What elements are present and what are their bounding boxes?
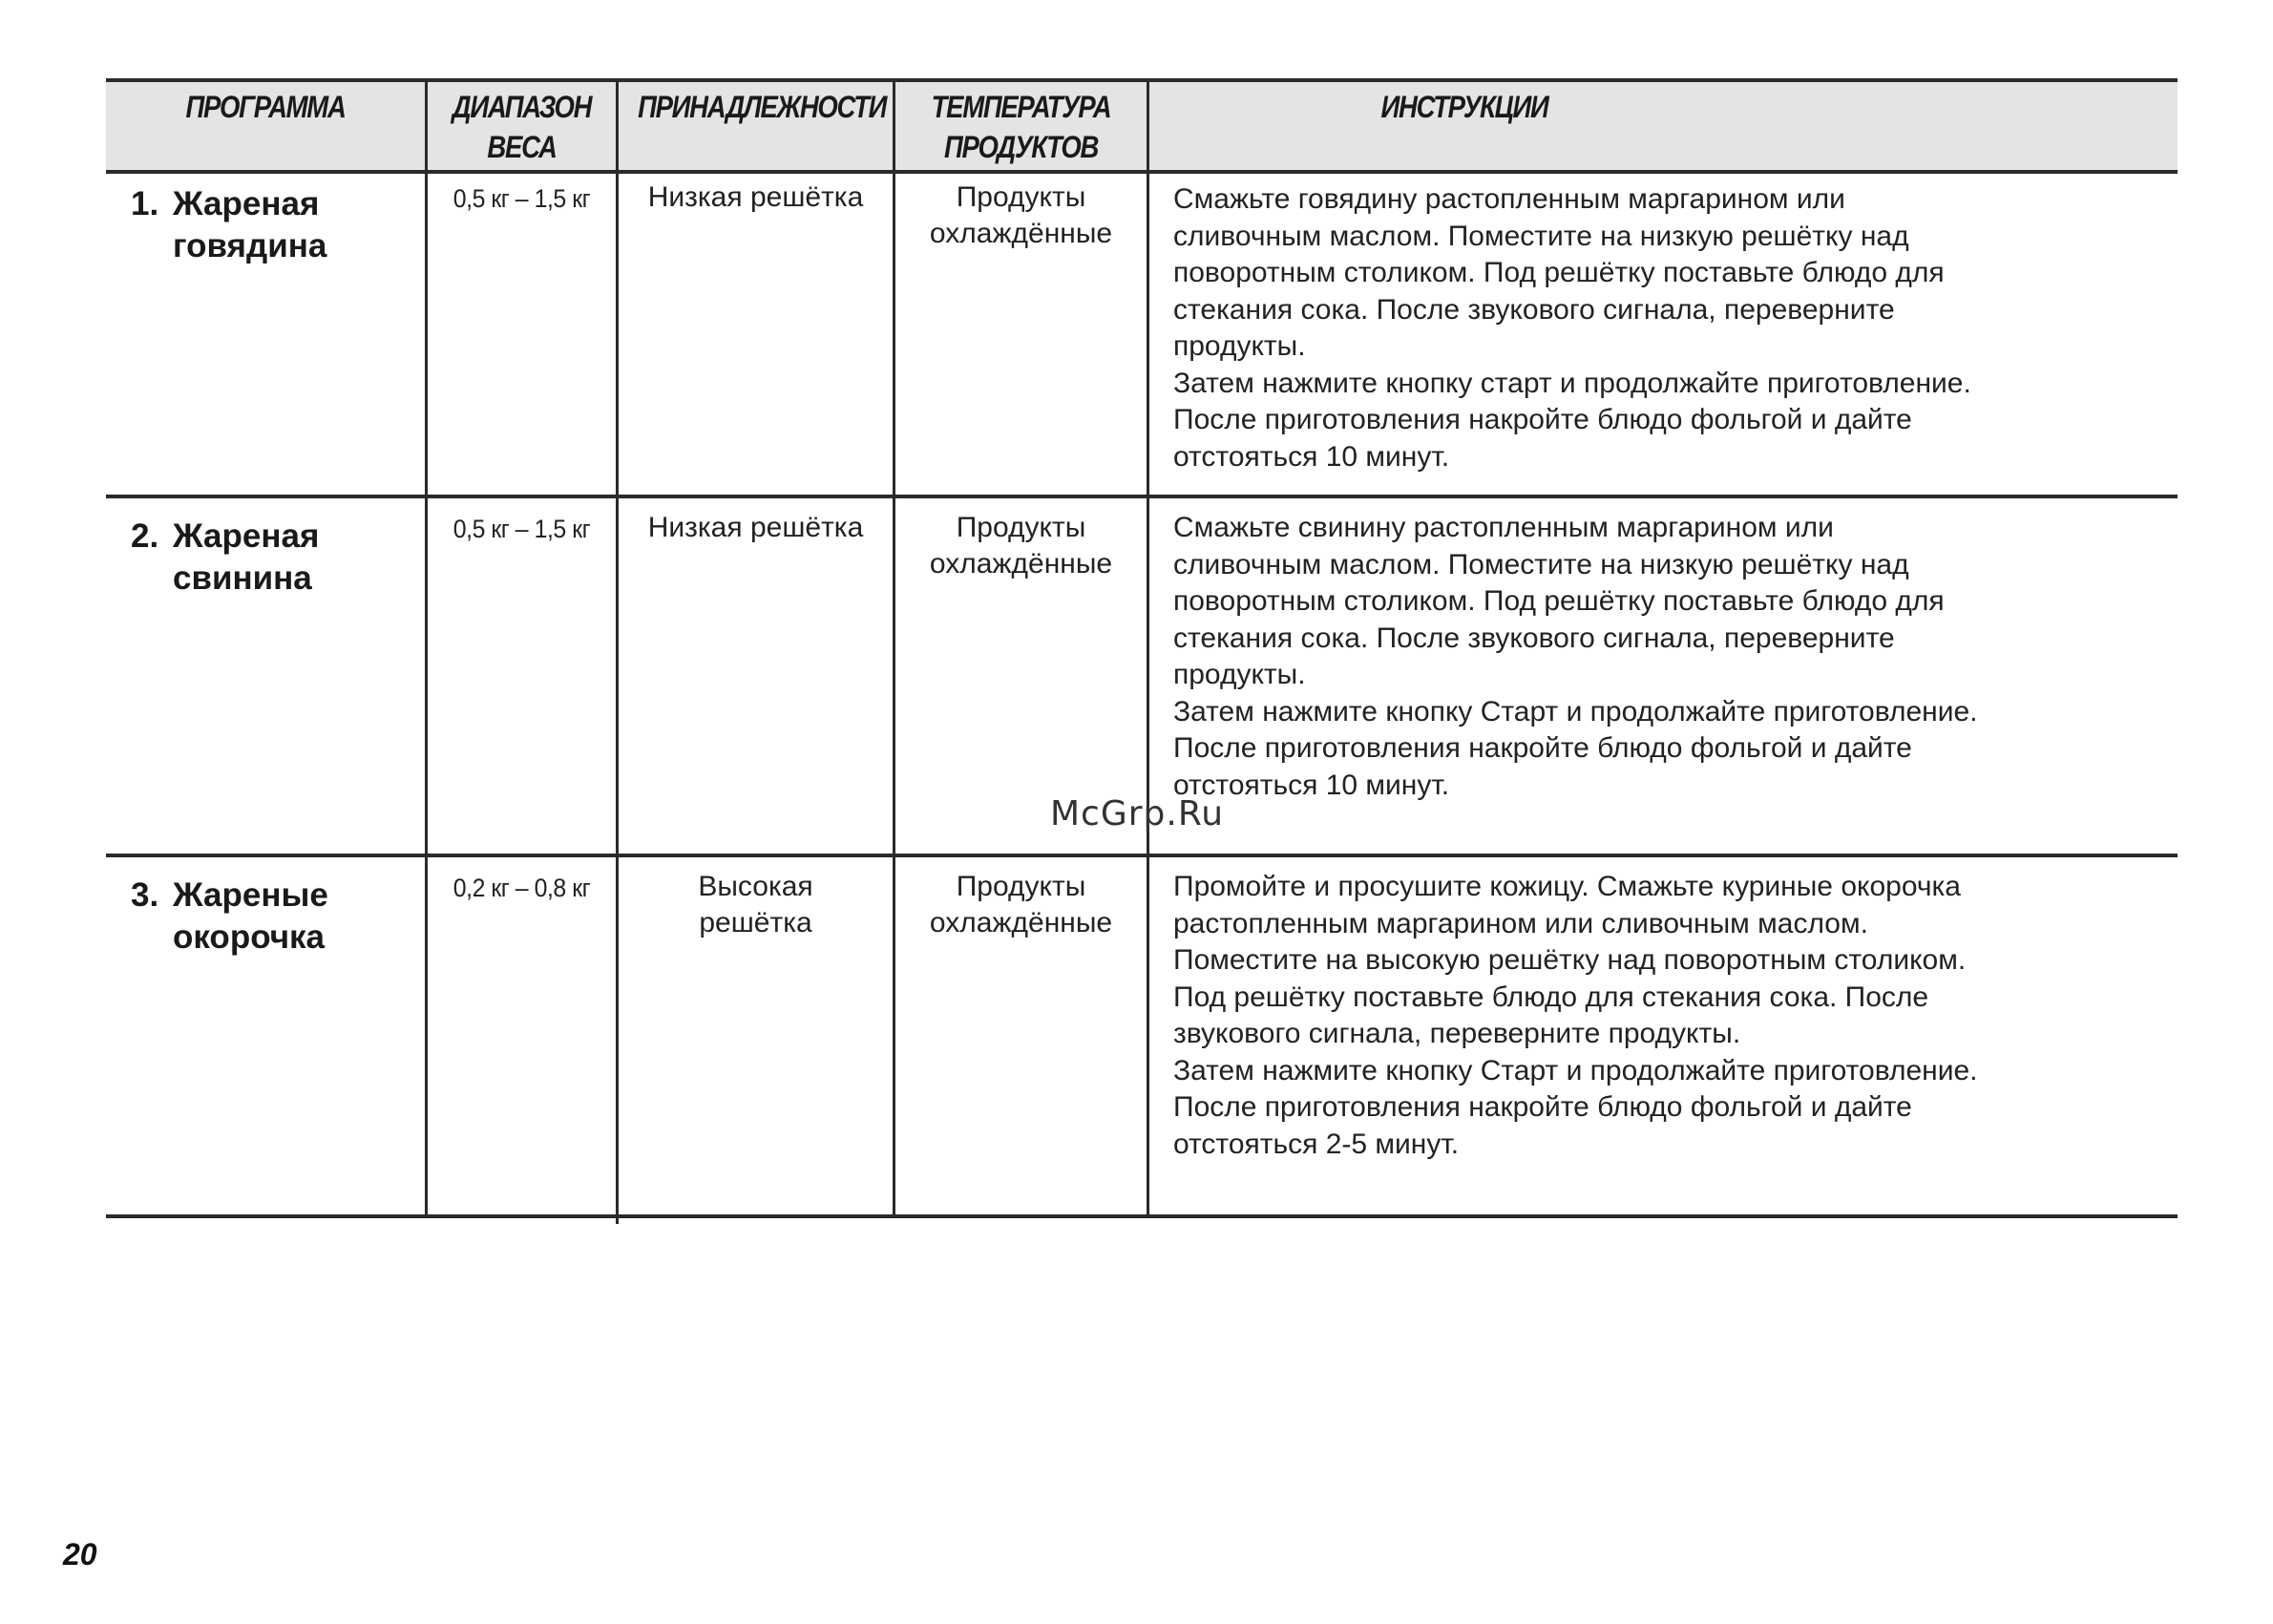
row-1-instr-line: отстояться 10 минут. <box>1173 440 1450 473</box>
header-program <box>128 82 402 172</box>
header-weight-line2: ВЕСА <box>487 130 557 164</box>
header-program-label: ПРОГРАММА <box>185 90 346 124</box>
row-3-instr-line: звукового сигнала, переверните продукты. <box>1173 1018 1741 1049</box>
row-2-instr-line: отстояться 10 минут. <box>1173 769 1450 801</box>
row-3-name-line1: Жареные <box>173 876 328 914</box>
row-1-instr-line: стекания сока. После звукового сигнала, переверните <box>1173 293 1895 326</box>
row-1-instr-line: После приготовления накройте блюдо фольгой и дайте <box>1173 404 1912 435</box>
header-temperature-line1: ТЕМПЕРАТУРА <box>931 90 1111 124</box>
header-weight-line1: ДИАПАЗОН <box>452 90 592 124</box>
row-3-accessory <box>619 869 893 941</box>
row-1-accessory <box>619 179 893 216</box>
cooking-programs-table <box>106 78 2178 1220</box>
row-2-name-line1: Жареная <box>173 517 320 555</box>
row-3-instructions <box>1173 869 2166 1163</box>
row-2-instructions <box>1173 510 2166 804</box>
header-temperature <box>913 82 1128 172</box>
header-accessories <box>638 82 887 172</box>
row-3-temperature-line2: охлаждённые <box>929 907 1113 939</box>
row-2-instr-line: сливочным маслом. Поместите на низкую решётку над <box>1173 548 1909 580</box>
row-2-instr-line: продукты. <box>1173 659 1306 690</box>
row-1-temperature-line1: Продукты <box>956 181 1086 213</box>
column-divider-1 <box>425 78 428 1218</box>
header-bottom-rule <box>106 170 2178 174</box>
row-2-accessory <box>619 510 893 546</box>
row-3-accessory-line2: решётка <box>699 907 812 939</box>
row-2-accessory-line1: Низкая решётка <box>647 512 864 543</box>
row-3-instr-line: растопленным маргарином или сливочным маслом. <box>1173 907 1868 939</box>
row-2-temperature <box>895 510 1147 582</box>
column-divider-4 <box>1147 78 1149 1218</box>
row-1-temperature-line2: охлаждённые <box>929 218 1113 249</box>
row-3-temperature <box>895 869 1147 941</box>
row-3-name-line2: окорочка <box>173 918 326 956</box>
row-1-accessory-line1: Низкая решётка <box>647 181 864 213</box>
row-2-temperature-line2: охлаждённые <box>929 548 1113 580</box>
row-1-instr-line: продукты. <box>1173 330 1306 362</box>
row-3-instr-line: Промойте и просушите кожицу. Смажьте куриные окорочка <box>1173 871 1961 902</box>
row-1-name-line1: Жареная <box>173 185 320 222</box>
table-bottom-rule <box>106 1214 2178 1218</box>
watermark: McGrp.Ru <box>1050 794 1225 833</box>
header-temperature-line2: ПРОДУКТОВ <box>943 130 1099 164</box>
row-1-temperature <box>895 179 1147 252</box>
row-3-weight: 0,2 кг – 0,8 кг <box>452 874 591 902</box>
row-3-number: 3. <box>131 876 159 914</box>
row-3-accessory-line1: Высокая <box>698 871 813 902</box>
row-2-instr-line: поворотным столиком. Под решётку поставьте блюдо для <box>1173 585 1945 617</box>
row-3-program <box>131 875 417 959</box>
row-1-number: 1. <box>131 185 159 222</box>
row-1-instr-line: сливочным маслом. Поместите на низкую решётку над <box>1173 220 1909 252</box>
row-2-instr-line: После приготовления накройте блюдо фольгой и дайте <box>1173 732 1912 764</box>
row-1-program <box>131 183 417 267</box>
header-accessories-label: ПРИНАДЛЕЖНОСТИ <box>638 90 887 124</box>
row-3-temperature-line1: Продукты <box>956 871 1086 902</box>
row-2-number: 2. <box>131 517 159 555</box>
row-1-instr-line: Смажьте говядину растопленным маргарином или <box>1173 183 1845 215</box>
row-1-weight: 0,5 кг – 1,5 кг <box>452 184 591 213</box>
page-number: 20 <box>63 1537 97 1571</box>
row-3-instr-line: Поместите на высокую решётку над поворотным столиком. <box>1173 944 1967 976</box>
row-2-program <box>131 516 417 600</box>
header-weight <box>441 82 602 172</box>
table-top-rule <box>106 78 2178 82</box>
row-1-instr-line: поворотным столиком. Под решётку поставьте блюдо для <box>1173 257 1945 288</box>
row-3-instr-line: Под решётку поставьте блюдо для стекания сока. После <box>1173 981 1929 1013</box>
row-2-instr-line: стекания сока. После звукового сигнала, переверните <box>1173 622 1895 654</box>
row-3-instr-line: Затем нажмите кнопку Старт и продолжайте приготовление. <box>1173 1054 1978 1086</box>
row-3-instr-line: После приготовления накройте блюдо фольгой и дайте <box>1173 1091 1912 1123</box>
row-2-bottom-rule <box>106 854 2178 857</box>
row-1-instructions <box>1173 181 2166 475</box>
row-1-name-line2: говядина <box>173 227 327 264</box>
header-instructions-label: ИНСТРУКЦИИ <box>1380 90 1548 124</box>
row-2-weight: 0,5 кг – 1,5 кг <box>452 515 591 543</box>
header-instructions <box>1193 82 1736 172</box>
row-1-instr-line: Затем нажмите кнопку старт и продолжайте приготовление. <box>1173 367 1971 399</box>
row-2-instr-line: Смажьте свинину растопленным маргарином или <box>1173 512 1834 543</box>
row-2-name-line2: свинина <box>173 559 312 597</box>
table-header-background <box>106 82 2178 172</box>
row-2-temperature-line1: Продукты <box>956 512 1086 543</box>
column-divider-2 <box>616 78 619 1224</box>
row-2-instr-line: Затем нажмите кнопку Старт и продолжайте приготовление. <box>1173 695 1978 728</box>
row-1-bottom-rule <box>106 495 2178 498</box>
row-3-instr-line: отстояться 2-5 минут. <box>1173 1128 1460 1160</box>
